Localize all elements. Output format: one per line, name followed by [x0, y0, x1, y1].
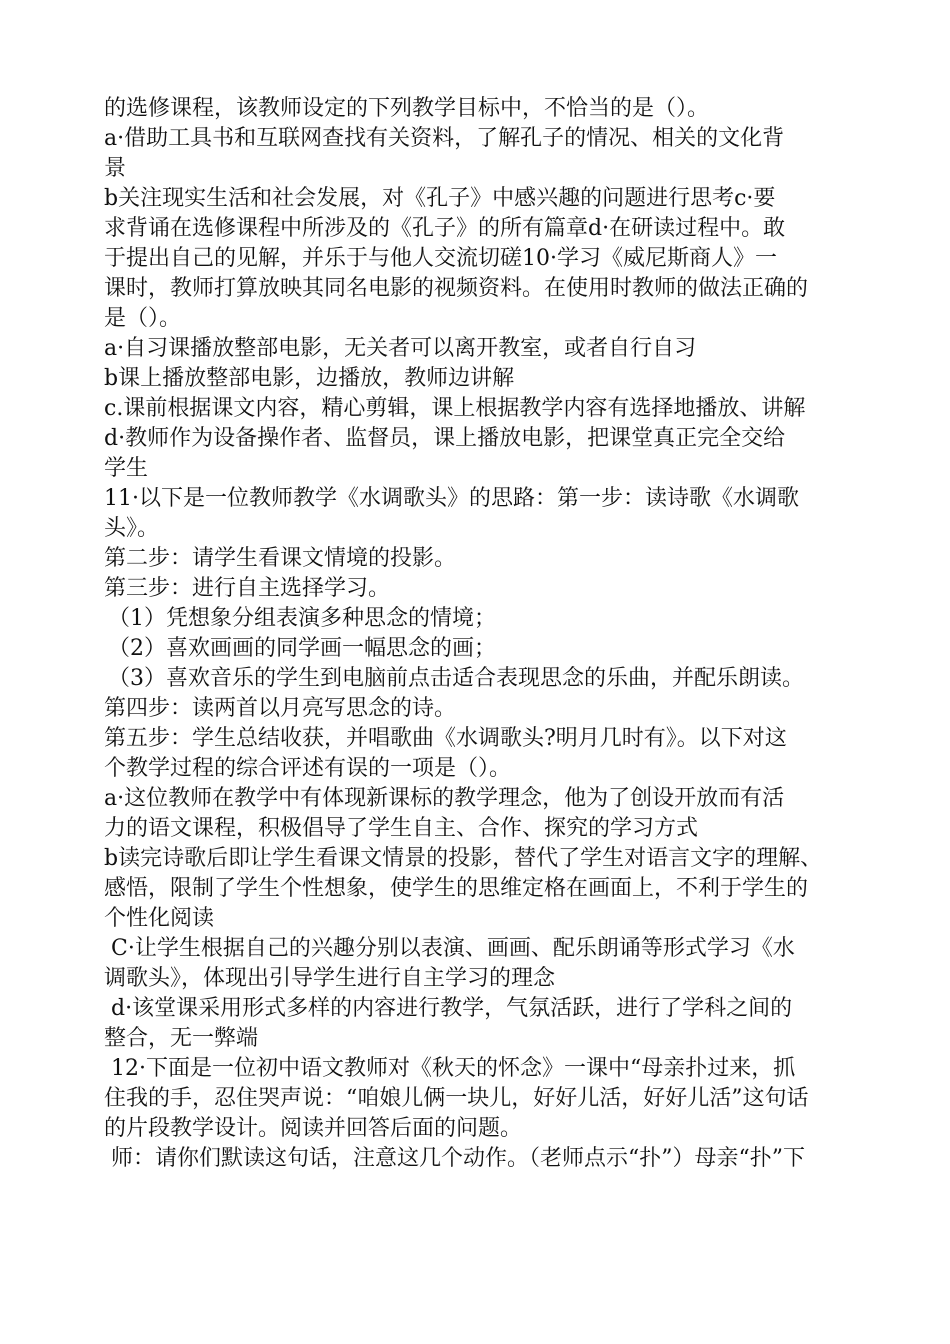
text-line: C·让学生根据自己的兴趣分别以表演、画画、配乐朗诵等形式学习《水 [111, 936, 795, 961]
text-line: a·自习课播放整部电影，无关者可以离开教室，或者自行自习 [104, 336, 697, 361]
text-line: 住我的手，忍住哭声说：“咱娘儿俩一块儿，好好儿活，好好儿活”这句话 [104, 1086, 809, 1111]
text-line: （3）喜欢音乐的学生到电脑前点击适合表现思念的乐曲，并配乐朗读。 [108, 666, 804, 691]
text-line: 调歌头》，体现出引导学生进行自主学习的理念 [104, 966, 556, 991]
text-line: c.课前根据课文内容，精心剪辑，课上根据教学内容有选择地播放、讲解 [104, 396, 806, 421]
text-line: 感悟，限制了学生个性想象，使学生的思维定格在画面上，不利于学生的 [104, 876, 809, 901]
text-line: b课上播放整部电影，边播放，教师边讲解 [104, 366, 515, 391]
text-line: 的选修课程，该教师设定的下列教学目标中，不恰当的是（）。 [104, 96, 710, 121]
text-line: 11·以下是一位教师教学《水调歌头》的思路：第一步：读诗歌《水调歌 [104, 486, 799, 511]
text-line: d·教师作为设备操作者、监督员，课上播放电影，把课堂真正完全交给 [104, 426, 786, 451]
text-line: 景 [104, 156, 127, 181]
text-line: （2）喜欢画画的同学画一幅思念的画； [108, 636, 496, 661]
text-line: （1）凭想象分组表演多种思念的情境； [108, 606, 496, 631]
text-line: 学生 [104, 456, 149, 481]
text-line: 力的语文课程，积极倡导了学生自主、合作、探究的学习方式 [104, 816, 699, 841]
text-line: 是（）。 [104, 306, 182, 331]
text-line: 课时，教师打算放映其同名电影的视频资料。在使用时教师的做法正确的 [104, 276, 809, 301]
text-line: b读完诗歌后即让学生看课文情景的投影，替代了学生对语言文字的理解、 [104, 846, 823, 871]
text-line: 个性化阅读 [104, 906, 215, 931]
text-line: 12·下面是一位初中语文教师对《秋天的怀念》一课中“母亲扑过来，抓 [111, 1056, 796, 1081]
text-line: d·该堂课采用形式多样的内容进行教学，气氛活跃，进行了学科之间的 [111, 996, 793, 1021]
text-line: b关注现实生活和社会发展，对《孔子》中感兴趣的问题进行思考c·要 [104, 186, 776, 211]
text-line: 第二步：请学生看课文情境的投影。 [104, 546, 457, 571]
text-line: 求背诵在选修课程中所涉及的《孔子》的所有篇章d·在研读过程中。敢 [104, 216, 786, 241]
text-line: 于提出自己的见解，并乐于与他人交流切磋10·学习《威尼斯商人》一 [104, 246, 777, 271]
text-line: 第五步：学生总结收获，并唱歌曲《水调歌头?明月几时有》。以下对这 [104, 726, 787, 751]
text-line: 个教学过程的综合评述有误的一项是（）。 [104, 756, 512, 781]
text-line: 整合，无一弊端 [104, 1026, 259, 1051]
text-line: 头》。 [104, 516, 160, 541]
text-line: 第三步：进行自主选择学习。 [104, 576, 391, 601]
text-line: a·借助工具书和互联网查找有关资料，了解孔子的情况、相关的文化背 [104, 126, 785, 151]
document-body [104, 94, 864, 1174]
text-line: a·这位教师在教学中有体现新课标的教学理念，他为了创设开放而有活 [104, 786, 785, 811]
text-line: 第四步：读两首以月亮写思念的诗。 [104, 696, 457, 721]
text-line: 师：请你们默读这句话，注意这几个动作。（老师点示“扑”）母亲“扑”下 [111, 1146, 805, 1171]
text-line: 的片段教学设计。阅读并回答后面的问题。 [104, 1116, 523, 1141]
